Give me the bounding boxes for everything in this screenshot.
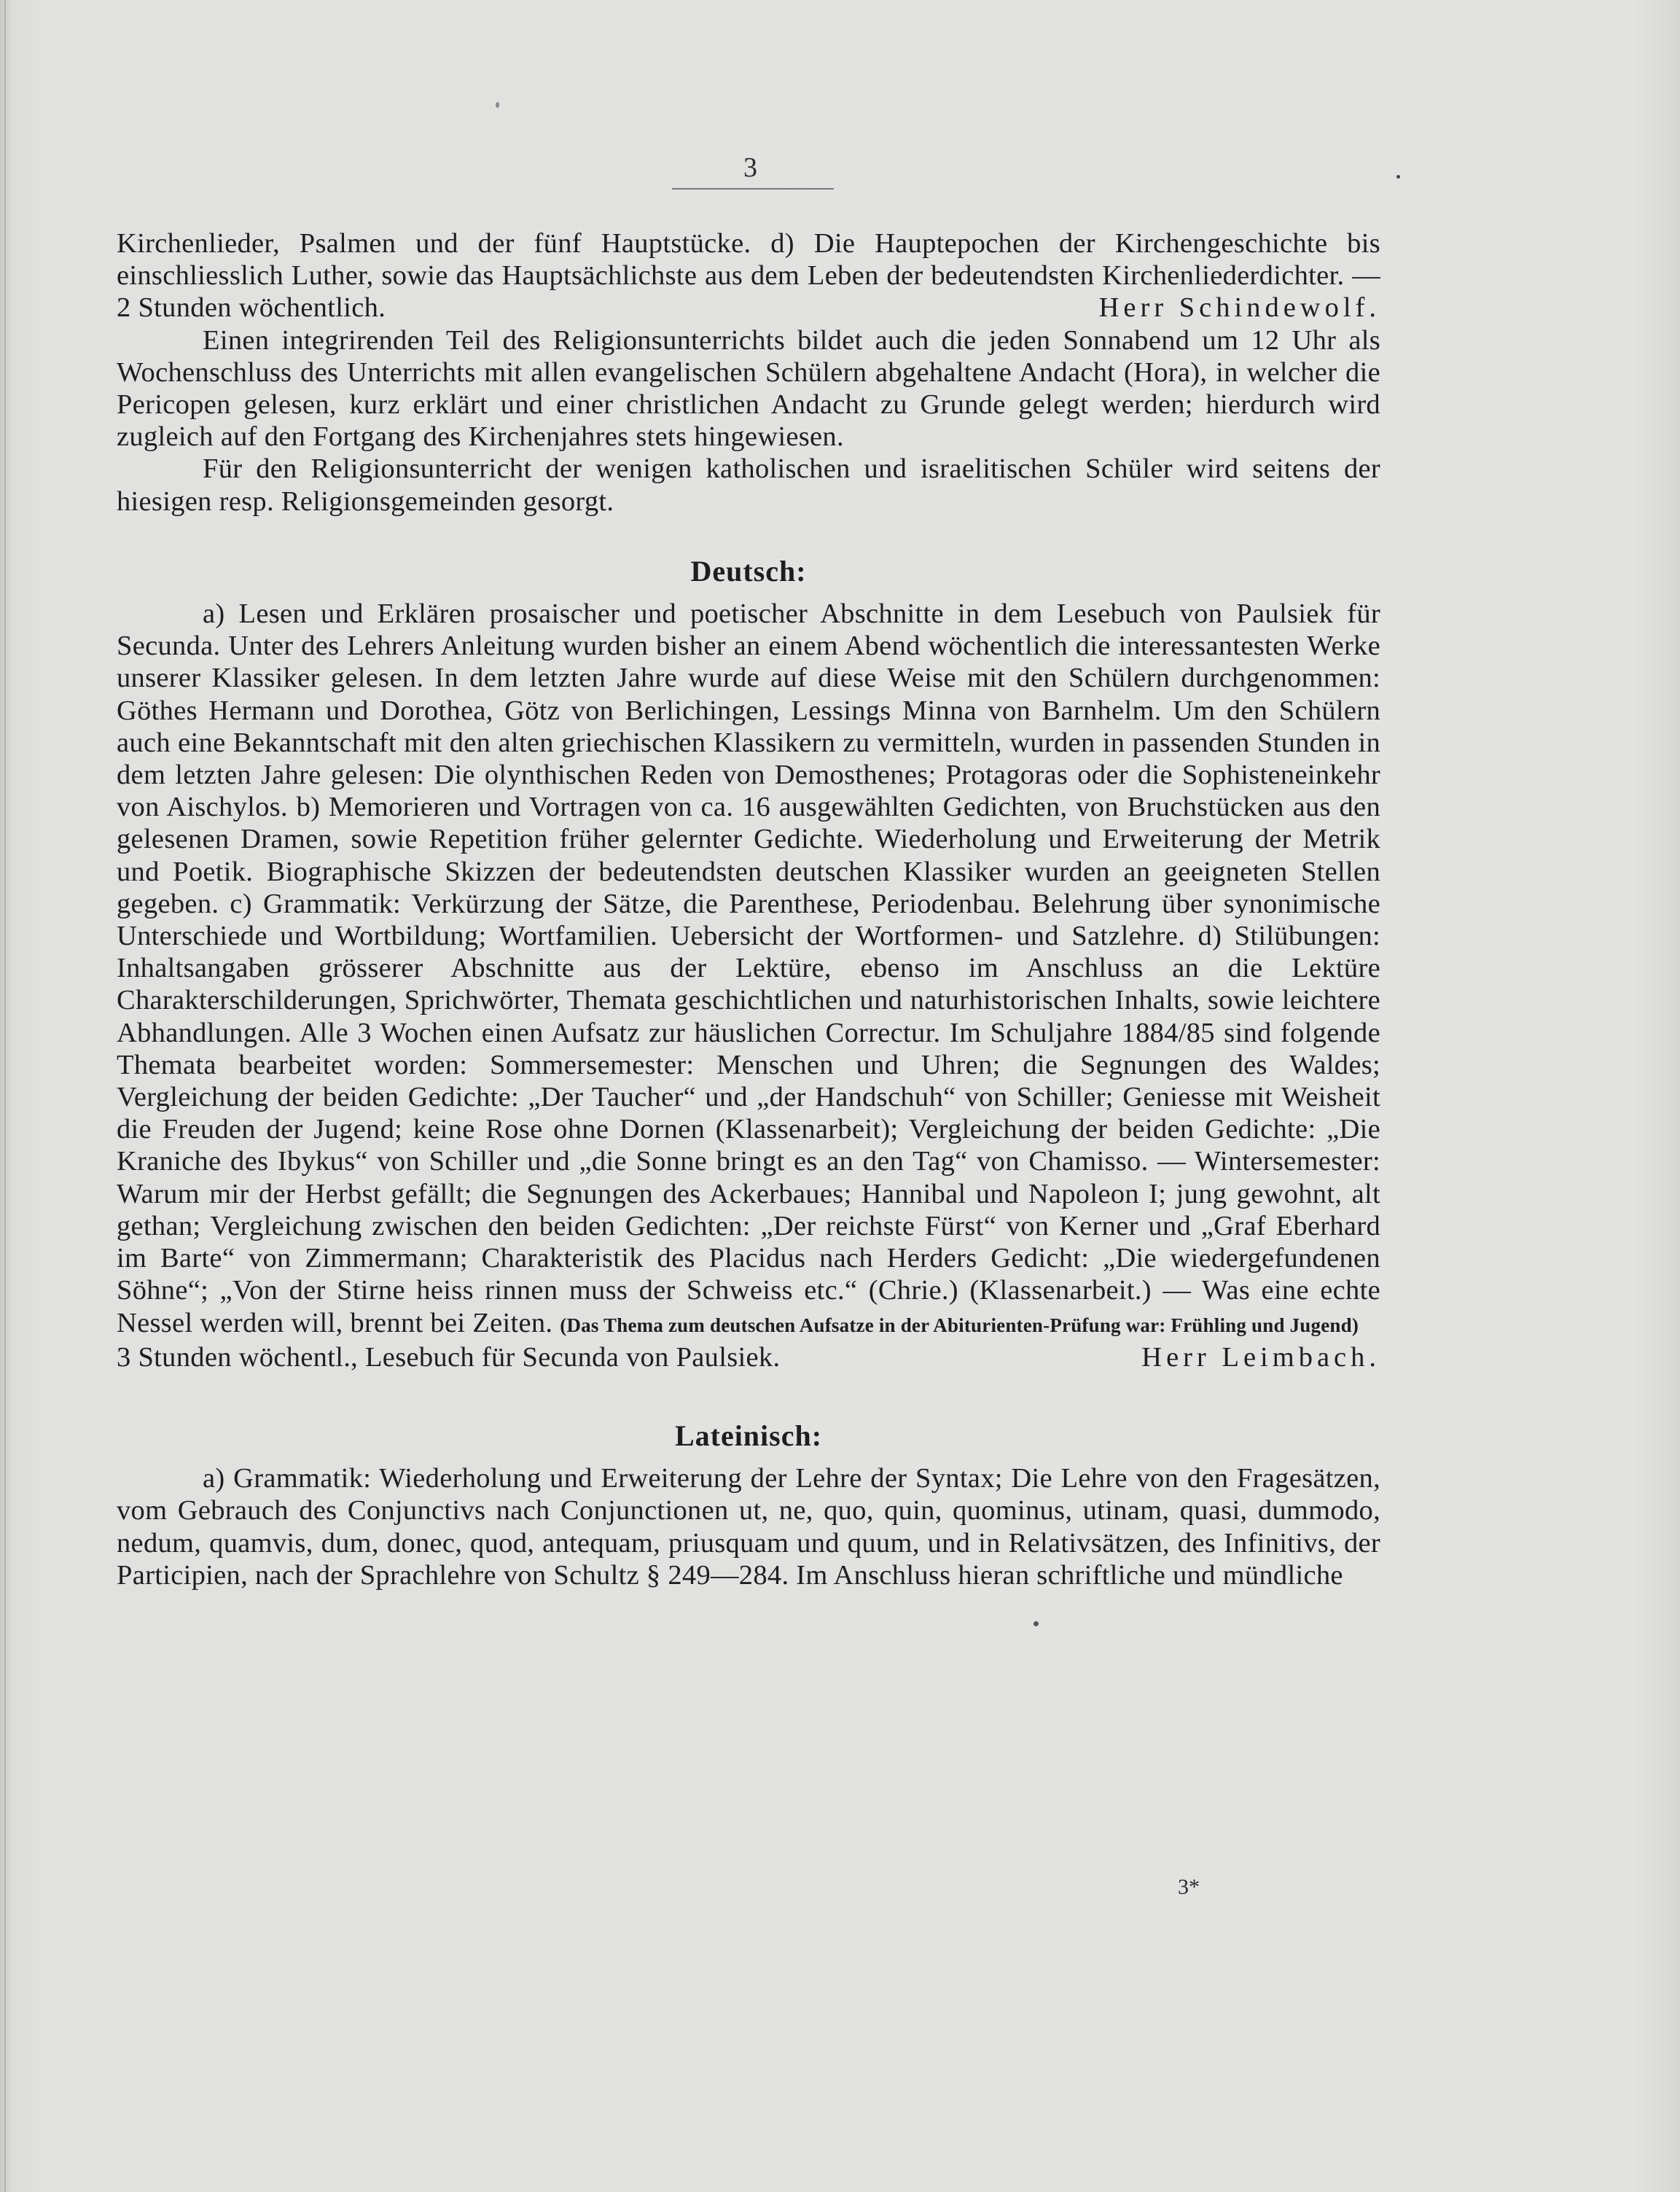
religion-continuation (117, 227, 1380, 324)
scan-speck (496, 102, 499, 108)
latein-paragraph: a) Grammatik: Wiederholung und Erweiterung der Lehre der Syntax; Die Lehre von den Fragesätzen, vom Gebrauch des Conjunctivs nach Conjunctionen ut, ne, quo, quin, quominus, utinam, quasi, dummodo, nedum, quamvis, dum, donec, quod, antequam, priusquam und quum, und in Relativsätzen, des Infinitivs, der Participien, nach der Sprachlehre von Schultz § 249—284. Im Anschluss hieran schriftliche und mündliche (117, 1463, 1380, 1591)
deutsch-hours: 3 Stunden wöchentl., Lesebuch für Secunda von Paulsiek. (117, 1341, 781, 1373)
deutsch-body: a) Lesen und Erklären prosaischer und poetischer Abschnitte in dem Lesebuch von Paulsiek für Secunda. Unter des Lehrers Anleitung wurden bisher an einem Abend wöchentlich die interessantesten Werke unserer Klassiker gelesen. In dem letzten Jahre wurde auf diese Weise mit den Schülern durchgenommen: Göthes Hermann und Dorothea, Götz von Berlichingen, Lessings Minna von Barnhelm. Um den Schülern auch eine Bekanntschaft mit den alten griechischen Klassikern zu vermitteln, wurden in passenden Stunden in dem letzten Jahre gelesen: Die olynthischen Reden von Demosthenes; Protagoras oder die Sophisteneinkehr von Aischylos. b) Memorieren und Vortragen von ca. 16 ausgewählten Gedichten, von Bruchstücken aus den gelesenen Dramen, sowie Repetition früher gelernter Gedichte. Wiederholung und Erweiterung der Metrik und Poetik. Biographische Skizzen der bedeutendsten deutschen Klassiker wurden an geeigneten Stellen gegeben. c) Grammatik: Verkürzung der Sätze, die Parenthese, Periodenbau. Belehrung über synonimische Unterschiede und Wortbildung; Wortfamilien. Uebersicht der Wortformen- und Satzlehre. d) Stilübungen: Inhaltsangaben grösserer Abschnitte aus der Lektüre, ebenso im Anschluss an die Lektüre Charakterschilderungen, Sprichwörter, Themata geschichtlichen und naturhistorischen Inhalts, sowie leichtere Abhandlungen. Alle 3 Wochen einen Aufsatz zur häuslichen Correctur. Im Schuljahre 1884/85 sind folgende Themata bearbeitet worden: Sommersemester: Menschen und Uhren; die Segnungen des Waldes; Vergleichung der beiden Gedichte: „Der Taucher“ und „der Handschuh“ von Schiller; Geniesse mit Weisheit die Freuden der Jugend; keine Rose ohne Dornen (Klassenarbeit); Vergleichung der beiden Gedichte: „Die Kraniche des Ibykus“ von Schiller und „die Sonne bringt es an den Tag“ von Chamisso. — Wintersemester: Warum mir der Herbst gefällt; die Segnungen des Ackerbaues; Hannibal und Napoleon I; jung gewohnt, alt gethan; Vergleichung zwischen den beiden Gedichten: „Der reichste Fürst“ von Kerner und „Graf Eberhard im Barte“ von Zimmermann; Charakteristik des Placidus nach Herders Gedicht: „Die wiedergefundenen Söhne“; „Von der Stirne heiss rinnen muss der Schweiss etc.“ (Chrie.) (Klassenarbeit.) — Was eine echte Nessel werden will, brennt bei Zeiten. (117, 598, 1380, 1338)
deutsch-paragraph (117, 598, 1380, 1341)
deutsch-abitur-note: (Das Thema zum deutschen Aufsatze in der Abiturienten-Prüfung war: Frühling und Jugend) (560, 1314, 1359, 1336)
religion-other-paragraph: Für den Religionsunterricht der wenigen katholischen und israelitischen Schüler wird seitens der hiesigen resp. Religionsgemeinden gesorgt. (117, 453, 1380, 517)
page-edge-shadow (4, 0, 6, 2192)
header-rule (672, 188, 834, 190)
deutsch-hours-line (117, 1341, 1380, 1373)
signature-mark: 3* (1178, 1875, 1200, 1899)
deutsch-teacher: Herr Leimbach. (1141, 1341, 1380, 1373)
scan-speck (1034, 1621, 1039, 1626)
religion-andacht-paragraph: Einen integrirenden Teil des Religionsunterrichts bildet auch die jeden Sonnabend um 12 Uhr als Wochenschluss des Unterrichts mit allen evangelischen Schülern abgehaltene Andacht (Hora), in welcher die Pericopen gelesen, kurz erklärt und einer christlichen Andacht zu Grunde gelegt werden; hierdurch wird zugleich auf den Fortgang des Kirchenjahres stets hingewiesen. (117, 324, 1380, 453)
section-heading-deutsch: Deutsch: (690, 554, 807, 588)
page-number: 3 (743, 152, 757, 183)
scan-speck (1396, 175, 1400, 179)
section-heading-latein: Lateinisch: (674, 1419, 823, 1452)
religion-topics: Kirchenlieder, Psalmen und der fünf Hauptstücke. d) Die Hauptepochen der Kirchengeschichte bis einschliesslich Luther, sowie das Hauptsächlichste aus dem Leben der bedeutendsten Kirchenliederdichter. — 2 Stunden wöchentlich. (117, 228, 1380, 324)
religion-teacher: Herr Schindewolf. (1098, 292, 1380, 324)
page-body (117, 227, 1380, 1591)
